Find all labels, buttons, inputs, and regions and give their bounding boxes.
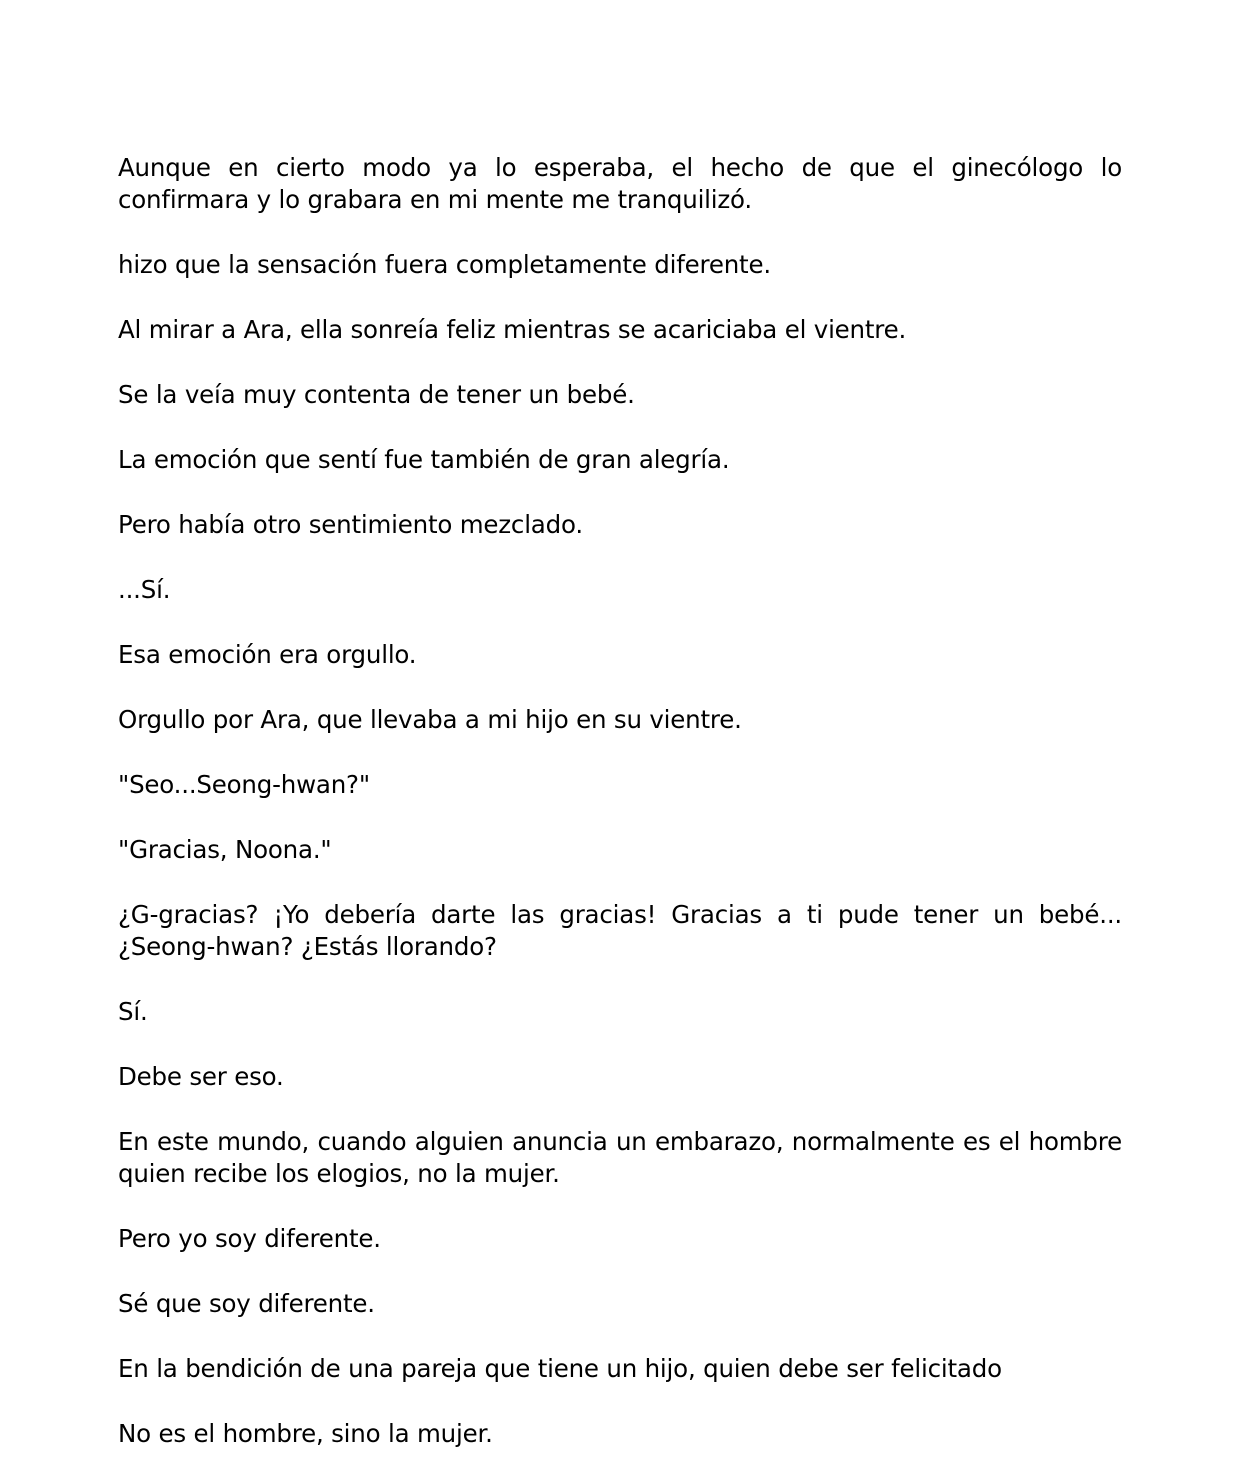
paragraph: En la bendición de una pareja que tiene un hijo, quien debe ser felicitado [118,1354,1002,1383]
paragraph: Esa emoción era orgullo. [118,640,417,669]
document-body [118,152,1122,1483]
paragraph: Se la veía muy contenta de tener un bebé. [118,380,635,409]
paragraph: Debe ser eso. [118,1062,284,1091]
paragraph: hizo que la sensación fuera completamente diferente. [118,250,771,279]
paragraph: No es el hombre, sino la mujer. [118,1419,493,1448]
paragraph: Sí. [118,997,148,1026]
paragraph: Pero yo soy diferente. [118,1224,381,1253]
paragraph: Aunque en cierto modo ya lo esperaba, el hecho de que el ginecólogo lo confirmara y lo grabara en mi mente me tranquilizó. [118,153,1122,214]
paragraph: Sé que soy diferente. [118,1289,375,1318]
paragraph: "Gracias, Noona." [118,835,332,864]
paragraph: Orgullo por Ara, que llevaba a mi hijo en su vientre. [118,705,742,734]
paragraph: Pero había otro sentimiento mezclado. [118,510,583,539]
paragraph: ¿G-gracias? ¡Yo debería darte las gracias! Gracias a ti pude tener un bebé... ¿Seong-hwan? ¿Estás llorando? [118,900,1122,961]
paragraph: En este mundo, cuando alguien anuncia un embarazo, normalmente es el hombre quien recibe los elogios, no la mujer. [118,1127,1122,1188]
paragraph: Al mirar a Ara, ella sonreía feliz mientras se acariciaba el vientre. [118,315,907,344]
paragraph: ...Sí. [118,575,171,604]
paragraph: "Seo...Seong-hwan?" [118,770,370,799]
paragraph: La emoción que sentí fue también de gran alegría. [118,445,730,474]
